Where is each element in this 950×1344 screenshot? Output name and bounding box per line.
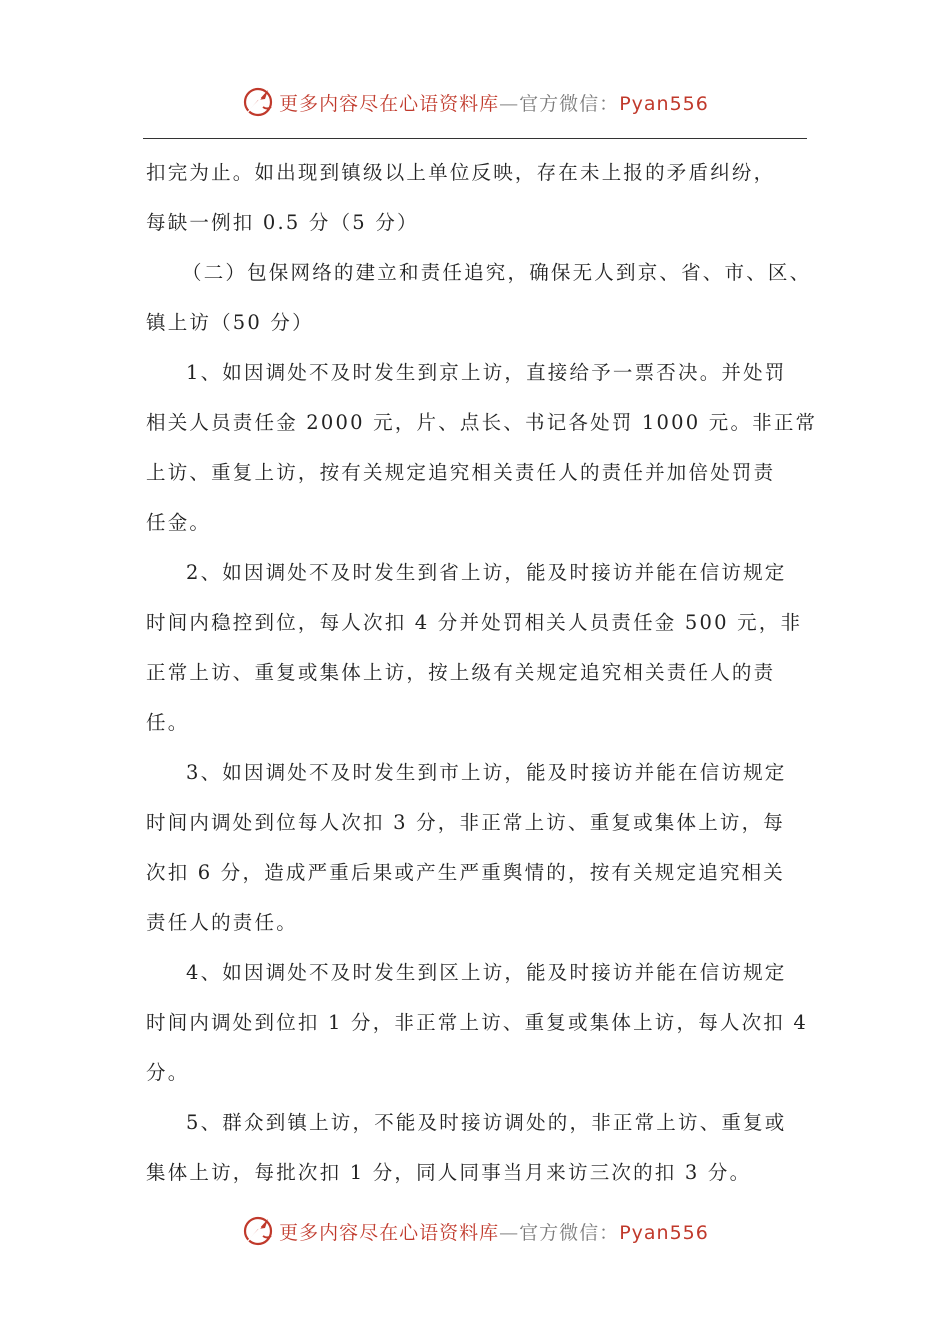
watermark-dash: — [499, 92, 520, 115]
watermark-text [279, 89, 709, 116]
quill-logo-icon [241, 85, 275, 119]
body-line: 责任人的责任。 [146, 911, 298, 934]
watermark-site: 更多内容尽在心语资料库 [279, 92, 500, 115]
body-line: 扣完为止。如出现到镇级以上单位反映，存在未上报的矛盾纠纷， [146, 161, 776, 184]
body-line: 相关人员责任金 2000 元，片、点长、书记各处罚 1000 元。非正常 [146, 411, 818, 434]
body-line: 分。 [146, 1061, 190, 1084]
list-item-3: 3、如因调处不及时发生到市上访，能及时接访并能在信访规定 [186, 761, 787, 784]
quill-logo-icon [241, 1214, 275, 1248]
watermark-dash: — [499, 1221, 520, 1244]
watermark-wechat-label: 官方微信： [519, 1221, 620, 1244]
body-line: 镇上访（50 分） [146, 311, 314, 334]
list-item-4: 4、如因调处不及时发生到区上访，能及时接访并能在信访规定 [186, 961, 787, 984]
body-line: 任金。 [146, 511, 212, 534]
body-line: 每缺一例扣 0.5 分（5 分） [146, 211, 419, 234]
header-rule [143, 138, 807, 139]
footer-watermark [0, 1209, 950, 1253]
body-line: 正常上访、重复或集体上访，按上级有关规定追究相关责任人的责 [146, 661, 776, 684]
body-line: 次扣 6 分，造成严重后果或产生严重舆情的，按有关规定追究相关 [146, 861, 786, 884]
watermark-text [279, 1218, 709, 1245]
watermark-wechat-id: Pyan556 [619, 92, 709, 115]
watermark-wechat-label: 官方微信： [519, 92, 620, 115]
body-line: 上访、重复上访，按有关规定追究相关责任人的责任并加倍处罚责 [146, 461, 776, 484]
document-body [146, 148, 826, 1198]
list-item-5: 5、群众到镇上访，不能及时接访调处的，非正常上访、重复或 [186, 1111, 787, 1134]
body-line: 时间内稳控到位，每人次扣 4 分并处罚相关人员责任金 500 元，非 [146, 611, 803, 634]
watermark-wechat-id: Pyan556 [619, 1221, 709, 1244]
list-item-1: 1、如因调处不及时发生到京上访，直接给予一票否决。并处罚 [186, 361, 787, 384]
body-line: 任。 [146, 711, 190, 734]
body-line: 时间内调处到位每人次扣 3 分，非正常上访、重复或集体上访，每 [146, 811, 786, 834]
body-line: 时间内调处到位扣 1 分，非正常上访、重复或集体上访，每人次扣 4 [146, 1011, 809, 1034]
header-watermark [0, 80, 950, 124]
section-heading: （二）包保网络的建立和责任追究，确保无人到京、省、市、区、 [182, 261, 812, 284]
list-item-2: 2、如因调处不及时发生到省上访，能及时接访并能在信访规定 [186, 561, 787, 584]
body-line: 集体上访，每批次扣 1 分，同人同事当月来访三次的扣 3 分。 [146, 1161, 752, 1184]
watermark-site: 更多内容尽在心语资料库 [279, 1221, 500, 1244]
